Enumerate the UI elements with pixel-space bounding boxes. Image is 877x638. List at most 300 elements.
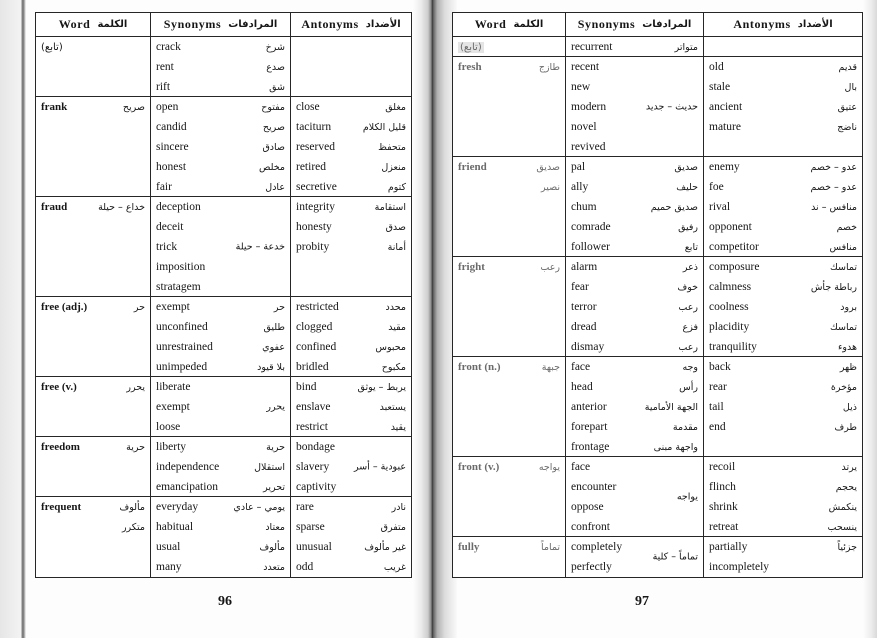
synonym: fair [156,181,172,193]
entry-line [291,377,411,397]
antonym: probity [296,241,330,253]
antonyms-cell [291,437,411,496]
synonym: face [571,461,591,473]
entry-line [453,417,565,437]
antonyms-cell [704,37,862,56]
entry-row [36,197,411,297]
word-cell [453,157,566,256]
column-header-synonyms [151,13,291,36]
headword: fright [458,261,485,273]
synonym: exempt [156,301,190,313]
antonym: flinch [709,481,736,493]
antonym-translation: هدوء [837,341,857,353]
synonym-translation: صدع [266,61,285,73]
synonym: alarm [571,261,598,273]
word-cell [36,497,151,577]
headword: fresh [458,61,482,73]
entry-line [291,417,411,437]
synonym-group-translation: خدعة – حيلة [235,241,285,252]
antonym-translation: يربط – يوثق [357,381,406,393]
synonym: loose [156,421,181,433]
synonym-translation: شرخ [265,41,285,53]
synonym-translation: صديق حميم [650,201,698,213]
synonym: sincere [156,141,189,153]
entry-line [453,497,565,517]
synonym-translation: واجهة مبنى [653,441,698,453]
vocabulary-table [452,12,863,578]
antonym: back [709,361,731,373]
synonym: usual [156,541,181,553]
entry-line [566,417,703,437]
antonym: coolness [709,301,749,313]
antonym: reserved [296,141,335,153]
entry-line [151,317,290,337]
header-synonyms-en: Synonyms [577,17,636,31]
headword: fully [458,541,480,553]
antonyms-cell [291,197,411,296]
antonym: integrity [296,201,335,213]
entry-line [704,257,862,277]
entry-line [151,297,290,317]
antonym-translation: ناضج [837,121,857,133]
synonym: emancipation [156,481,218,493]
entry-line [704,477,862,497]
antonym: odd [296,561,314,573]
synonym-translation: ذعر [682,261,698,273]
synonym-translation: رأس [679,381,698,393]
synonym-translation: شق [269,81,285,93]
antonyms-cell [291,497,411,577]
entry-line [704,497,862,517]
table-body [453,37,862,577]
antonym-translation: محبوس [375,341,406,353]
entry-line [704,237,862,257]
page-number: 97 [635,594,649,609]
synonym: liberate [156,381,191,393]
antonym: rare [296,501,314,513]
entry-line [453,37,565,57]
synonym: deception [156,201,201,213]
table-header [453,13,862,37]
header-word-ar: الكلمة [97,19,128,30]
headword: frequent [41,501,82,513]
antonym: opponent [709,221,752,233]
entry-line [704,277,862,297]
synonym: fear [571,281,589,293]
antonym: tranquility [709,341,757,353]
entry-line [566,137,703,157]
entry-line [36,557,150,577]
synonym: terror [571,301,597,313]
word-cell [36,437,151,496]
antonym: enslave [296,401,331,413]
column-header-antonyms [291,13,411,36]
entry-line [151,357,290,377]
entry-line [36,337,150,357]
headword-translation: يواجه [538,461,560,473]
synonym: face [571,361,591,373]
entry-line [151,37,290,57]
antonym: rival [709,201,731,213]
entry-line [704,357,862,377]
antonym-translation: نادر [391,501,406,513]
header-word-en: Word [58,17,91,31]
antonym: clogged [296,321,333,333]
entry-line [453,357,565,377]
synonyms-cell [151,197,291,296]
antonyms-cell [704,157,862,256]
synonym-translation: مخلص [258,161,285,173]
entry-line [151,457,290,477]
synonym: independence [156,461,220,473]
antonym-translation: متحفظ [378,141,406,153]
antonym-translation: ذيل [842,401,857,413]
header-synonyms-ar: المرادفات [642,19,692,30]
entry-line [151,437,290,457]
synonym: oppose [571,501,604,513]
entry-line [453,217,565,237]
synonyms-cell [566,37,704,56]
entry-row [453,257,862,357]
antonym: restricted [296,301,339,313]
header-synonyms-ar: المرادفات [228,19,278,30]
antonym-translation: عدو – خصم [810,161,857,173]
synonym-translation: تحرير [263,481,285,493]
synonym: recent [571,61,600,73]
synonym-translation: صديق [674,161,698,173]
entry-line [566,157,703,177]
entry-line [36,437,150,457]
antonym-translation: صدق [385,221,406,233]
entry-row [453,57,862,157]
antonym: honesty [296,221,332,233]
entry-line [453,337,565,357]
synonym-translation: استقلال [254,461,285,473]
entry-line [453,277,565,297]
entry-line [704,517,862,537]
antonym-translation: برود [840,301,857,313]
header-antonyms-ar: الأضداد [365,19,401,30]
entry-line [704,557,862,577]
synonym-translation: حر [273,301,285,313]
column-header-word [453,13,566,36]
word-cell [36,97,151,196]
antonym-translation: بال [844,81,857,93]
page-edge-left [0,0,26,638]
entry-line [453,257,565,277]
entry-line [566,77,703,97]
entry-line [151,177,290,197]
antonym: calmness [709,281,752,293]
headword-translation: رعب [540,261,560,273]
synonym: liberty [156,441,187,453]
synonym-translation: مقدمة [672,421,698,433]
entry-line [453,377,565,397]
entry-line [566,437,703,457]
entry-line [566,377,703,397]
entry-line [151,537,290,557]
word-cell [453,357,566,456]
antonym-translation: غريب [383,561,406,573]
header-antonyms-ar: الأضداد [797,19,833,30]
entry-line [291,337,411,357]
synonym-translation: تابع [684,241,698,253]
entry-line [566,297,703,317]
antonym: mature [709,121,741,133]
synonym: unimpeded [156,361,208,373]
entry-line [453,137,565,157]
synonyms-cell [151,297,291,376]
antonym-translation: طرف [834,421,857,433]
antonym-group-translation: عبودية – أسر [353,461,406,472]
header-antonyms-en: Antonyms [301,17,359,31]
antonym: confined [296,341,337,353]
entry-line [36,257,150,277]
synonym-group-translation: يحرر [266,401,285,412]
headword: frank [41,101,68,113]
synonym-translation: حليف [676,181,698,193]
entry-line [36,457,150,477]
antonym-translation: مقيد [388,321,406,333]
headword: free (adj.) [41,301,88,313]
entry-line [704,417,862,437]
column-header-antonyms [704,13,862,36]
entry-line [704,297,862,317]
headword: front (v.) [458,461,500,473]
antonym-translation: يحجم [835,481,857,493]
synonym: anterior [571,401,607,413]
entry-line [151,217,290,237]
antonym: composure [709,261,760,273]
entry-line [704,177,862,197]
antonym-translation: محدد [385,301,406,313]
antonym-translation: جزئياً [837,541,857,553]
entry-line [291,297,411,317]
entry-line [453,157,565,177]
entry-line [453,437,565,457]
synonyms-cell [566,457,704,536]
antonym-translation: قليل الكلام [362,121,406,133]
entry-line [704,397,862,417]
entry-row [36,297,411,377]
entry-line [36,177,150,197]
antonym: enemy [709,161,740,173]
entry-line [291,537,411,557]
antonym: rear [709,381,727,393]
antonym-translation: رباطة جأش [810,281,857,293]
antonym-translation: تماسك [830,261,857,273]
entry-line [704,157,862,177]
headword-translation: يحرر [126,381,145,393]
header-synonyms-en: Synonyms [163,17,222,31]
antonyms-cell [291,97,411,196]
antonym-translation: أمانة [387,241,406,253]
antonym: end [709,421,726,433]
word-cell [453,457,566,536]
entry-line [453,317,565,337]
synonym: dismay [571,341,605,353]
headword-translation: خداع – حيلة [98,201,145,213]
entry-line [704,97,862,117]
antonym: foe [709,181,724,193]
entry-line [151,77,290,97]
entry-line [151,157,290,177]
synonym-translation: فزع [682,321,698,333]
antonyms-cell [704,57,862,156]
antonym-translation: ينكمش [828,501,857,513]
entry-line [36,37,150,57]
vocabulary-table [35,12,412,578]
entry-line [291,397,411,417]
entry-line [453,297,565,317]
synonyms-cell [151,377,291,436]
synonym-translation: رعب [678,301,698,313]
antonym-translation: عتيق [837,101,857,113]
headword-translation: تماماً [540,541,560,553]
entry-line [36,377,150,397]
entry-line [151,337,290,357]
synonym: novel [571,121,597,133]
column-header-synonyms [566,13,704,36]
antonym-translation: منافس [829,241,857,253]
synonym: pal [571,161,586,173]
entry-line [453,237,565,257]
synonym: exempt [156,401,190,413]
entry-line [151,257,290,277]
synonym: trick [156,241,178,253]
synonym-translation: خوف [677,281,698,293]
headword-translation: طازج [538,61,560,73]
entry-line [36,397,150,417]
synonym-translation: صريح [262,121,285,133]
headword-translation: متكرر [121,521,145,533]
antonym: stale [709,81,731,93]
headword-translation: جبهة [541,361,560,373]
header-antonyms-en: Antonyms [733,17,791,31]
entry-line [151,137,290,157]
antonym: competitor [709,241,759,253]
antonym-translation: منافس – ند [811,201,857,213]
entry-line [151,97,290,117]
book-gutter [413,0,457,638]
entry-line [291,477,411,497]
antonym-translation: قديم [838,61,857,73]
synonyms-cell [566,537,704,577]
entry-line [566,397,703,417]
entry-line [291,357,411,377]
page-number: 96 [218,594,232,609]
synonyms-cell [151,437,291,496]
column-header-word [36,13,151,36]
antonym: ancient [709,101,743,113]
antonyms-cell [291,377,411,436]
entry-line [453,517,565,537]
synonym: everyday [156,501,199,513]
entry-line [291,437,411,457]
synonyms-cell [566,57,704,156]
antonym-translation: تماسك [830,321,857,333]
entry-line [566,337,703,357]
header-word-ar: الكلمة [513,19,544,30]
synonyms-cell [566,157,704,256]
entry-line [36,97,150,117]
synonym: chum [571,201,597,213]
antonym: tail [709,401,724,413]
synonym: open [156,101,179,113]
antonym: secretive [296,181,337,193]
synonym-translation: طليق [263,321,285,333]
synonym-translation: رفيق [678,221,698,233]
entry-line [291,117,411,137]
entry-line [291,137,411,157]
synonyms-cell [566,257,704,356]
headword: free (v.) [41,381,77,393]
antonym-translation: يستعبد [379,401,406,413]
synonym: modern [571,101,607,113]
antonyms-cell [704,257,862,356]
entry-line [36,57,150,77]
word-cell [453,37,566,56]
entry-row [453,357,862,457]
word-cell [36,377,151,436]
entry-line [36,117,150,137]
synonym: ally [571,181,589,193]
entry-line [151,377,290,397]
antonym-translation: ينسحب [827,521,857,533]
entry-line [291,517,411,537]
antonyms-cell [704,537,862,577]
synonym: encounter [571,481,617,493]
entry-line [291,317,411,337]
antonym: old [709,61,724,73]
entry-line [291,557,411,577]
entry-line [453,197,565,217]
antonym: close [296,101,320,113]
entry-line [453,57,565,77]
antonym-translation: عدو – خصم [810,181,857,193]
antonym: bondage [296,441,335,453]
synonym: imposition [156,261,206,273]
antonym: sparse [296,521,325,533]
entry-row [36,37,411,97]
entry-line [566,517,703,537]
headword: freedom [41,441,80,453]
entry-line [566,457,703,477]
antonyms-cell [704,357,862,456]
entry-row [453,457,862,537]
antonym-translation: كتوم [387,181,406,193]
entry-line [566,277,703,297]
antonym-translation: استقامة [374,201,406,213]
entry-line [36,497,150,517]
entry-line [566,37,703,57]
entry-line [453,557,565,577]
synonym: deceit [156,221,184,233]
antonym-translation: يرتد [841,461,857,473]
synonym-translation: عادل [265,181,285,193]
synonym: dread [571,321,597,333]
word-cell [36,297,151,376]
synonym: comrade [571,221,611,233]
continued-note: (تابع) [41,41,63,53]
antonym-translation: مغلق [385,101,406,113]
table-body [36,37,411,577]
entry-line [291,197,411,217]
antonyms-cell [704,457,862,536]
entry-line [704,377,862,397]
synonym-translation: رعب [678,341,698,353]
antonym: restrict [296,421,328,433]
